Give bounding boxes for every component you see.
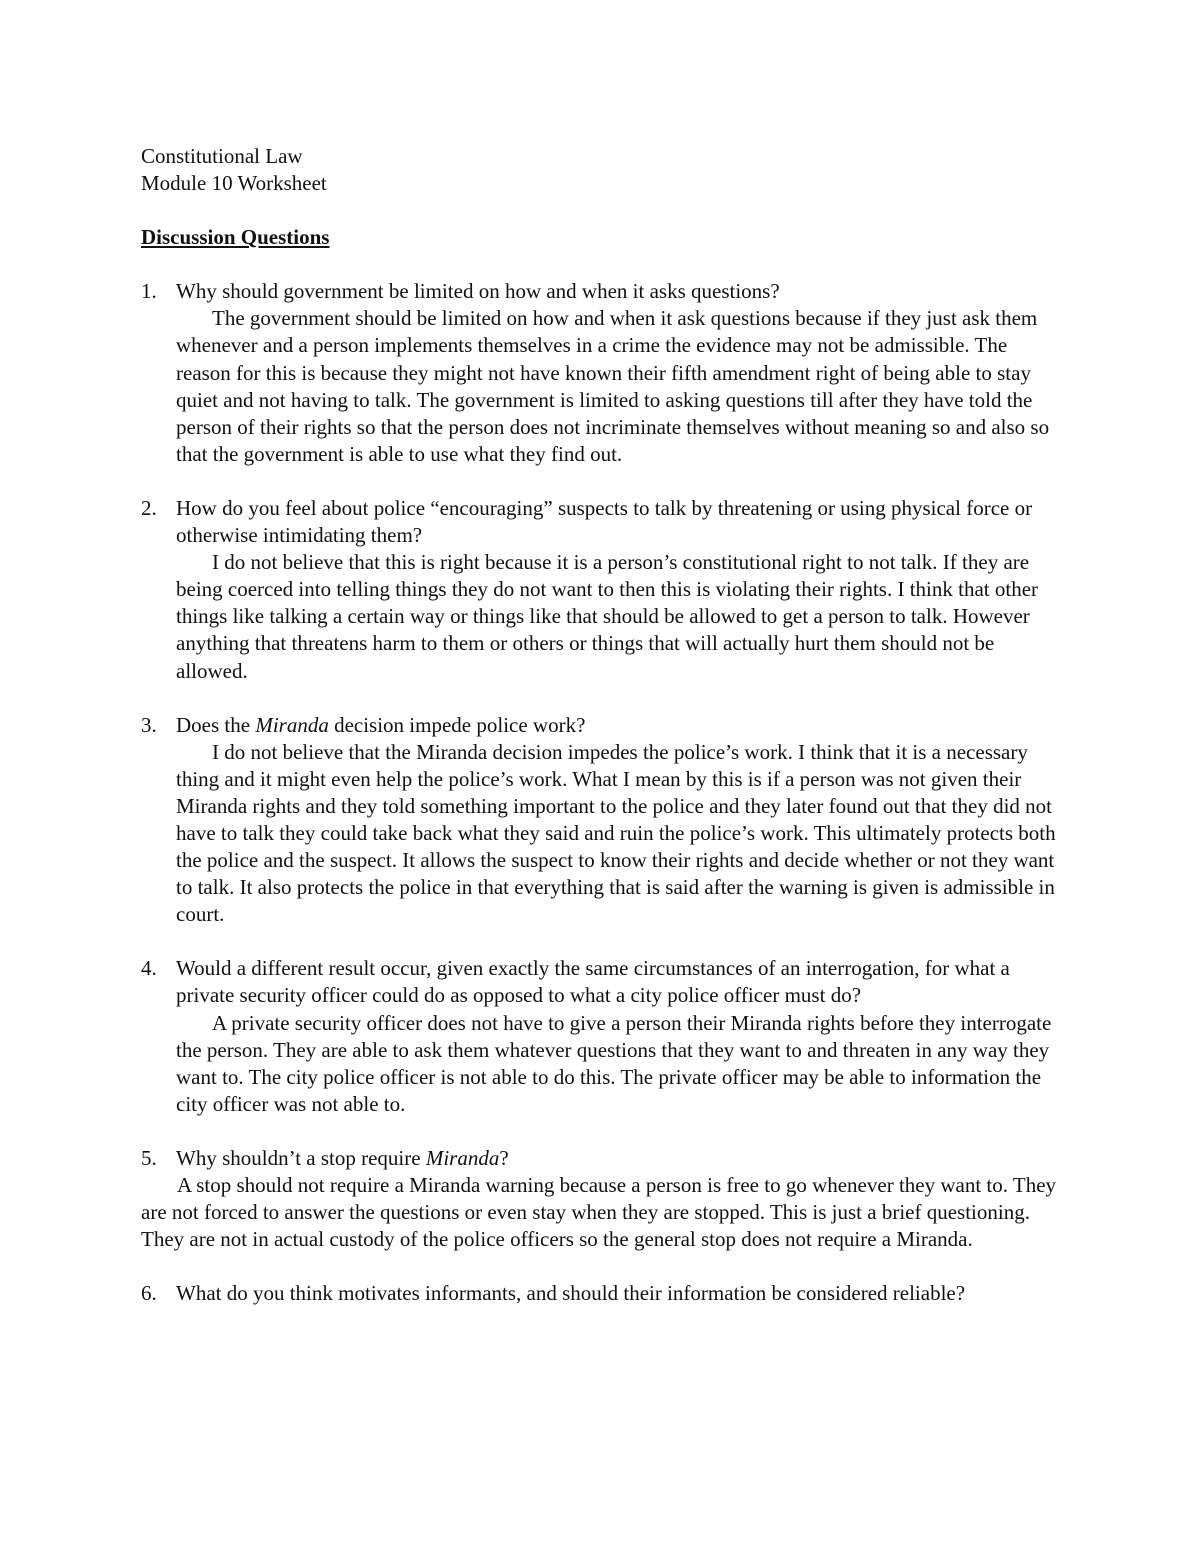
- case-name: Miranda: [255, 712, 329, 737]
- question-item-1: [141, 278, 1061, 468]
- document-body: [141, 143, 1061, 1334]
- course-title: Constitutional Law: [141, 144, 303, 168]
- question-text: What do you think motivates informants, and should their information be considered reliable?: [176, 1281, 966, 1306]
- question-item-4: [141, 955, 1061, 1118]
- question-number: 3.: [141, 712, 157, 737]
- question-text: Would a different result occur, given exactly the same circumstances of an interrogation, for what a private security officer could do as opposed to what a city police officer must do?: [176, 956, 1010, 1008]
- question-item-3: [141, 712, 1061, 929]
- answer-text: I do not believe that this is right because it is a person’s constitutional right to not talk. If they are being coerced into telling things they do not want to then this is violating their rights. I think that other things like talking a certain way or things like that should be allowed to get a person to talk. However anything that threatens harm to them or others or things that will actually hurt them should not be allowed.: [176, 550, 1039, 683]
- question-number: 5.: [141, 1145, 157, 1170]
- question-item-5: [141, 1145, 1061, 1253]
- question-number: 1.: [141, 279, 157, 304]
- question-number: 2.: [141, 495, 157, 520]
- question-text: Why shouldn’t a stop require Miranda?: [176, 1145, 509, 1170]
- question-number: 6.: [141, 1281, 157, 1306]
- section-heading: Discussion Questions: [141, 225, 330, 250]
- question-item-2: [141, 495, 1061, 685]
- answer-text: A stop should not require a Miranda warning because a person is free to go whenever they want to. They are not forced to answer the questions or even stay when they are stopped. This is just a brief questioning. They are not in actual custody of the police officers so the general stop does not require a Miranda.: [141, 1173, 1057, 1252]
- question-text: Why should government be limited on how and when it asks questions?: [176, 279, 780, 304]
- answer-text: The government should be limited on how and when it ask questions because if they just ask them whenever and a person implements themselves in a crime the evidence may not be admissible. The reason for this is because they might not have known their fifth amendment right of being able to stay quiet and not having to talk. The government is limited to asking questions till after they have told the person of their rights so that the person does not incriminate themselves without meaning so and also so that the government is able to use what they find out.: [176, 306, 1050, 466]
- question-number: 4.: [141, 956, 157, 981]
- question-text: How do you feel about police “encouraging” suspects to talk by threatening or using physical force or otherwise intimidating them?: [176, 495, 1033, 548]
- question-list: [141, 278, 1061, 1307]
- module-title: Module 10 Worksheet: [141, 171, 327, 196]
- answer-text: I do not believe that the Miranda decision impedes the police’s work. I think that it is a necessary thing and it might even help the police’s work. What I mean by this is if a person was not given their Miranda rights and they told something important to the police and they later found out that they did not have to talk they could take back what they said and ruin the police’s work. This ultimately protects both the police and the suspect. It allows the suspect to know their rights and decide whether or not they want to talk. It also protects the police in that everything that is said after the warning is given is admissible in court.: [176, 739, 1056, 927]
- case-name: Miranda: [425, 1145, 500, 1170]
- answer-text: A private security officer does not have to give a person their Miranda rights before they interrogate the person. They are able to ask them whatever questions that they want to and threaten in any way they want to. The city police officer is not able to do this. The private officer may be able to information the city officer was not able to.: [176, 1010, 1052, 1116]
- question-item-6: [141, 1280, 1061, 1307]
- question-text: Does the Miranda decision impede police work?: [176, 712, 586, 737]
